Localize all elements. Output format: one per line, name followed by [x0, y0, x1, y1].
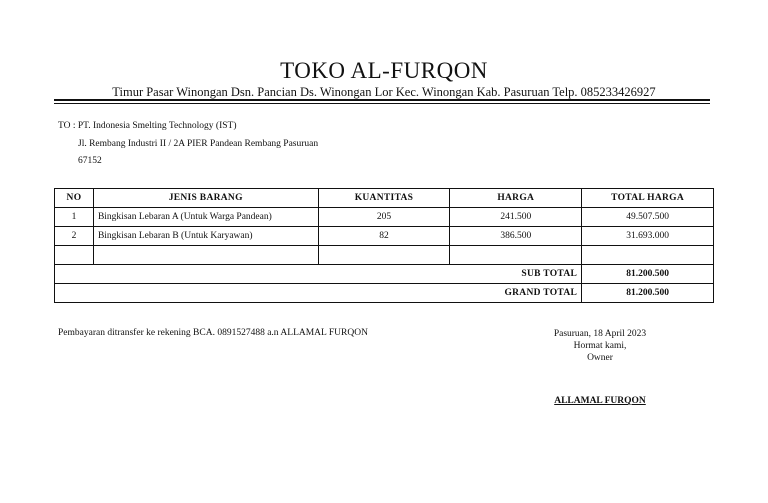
row-item: Bingkisan Lebaran B (Untuk Karyawan) [93, 227, 318, 246]
header-divider-thin [54, 103, 710, 104]
row-qty: 82 [318, 227, 450, 246]
table-row-empty [55, 246, 714, 265]
empty-cell [318, 246, 450, 265]
row-item: Bingkisan Lebaran A (Untuk Warga Pandean) [93, 208, 318, 227]
row-no: 2 [55, 227, 94, 246]
signature-place-date: Pasuruan, 18 April 2023 [553, 329, 647, 339]
header-price: HARGA [450, 189, 582, 208]
row-qty: 205 [318, 208, 450, 227]
grandtotal-row [55, 284, 714, 303]
shop-name: TOKO AL-FURQON [280, 58, 488, 83]
subtotal-value: 81.200.500 [582, 265, 714, 284]
empty-cell [93, 246, 318, 265]
empty-cell [582, 246, 714, 265]
payment-note: Pembayaran ditransfer ke rekening BCA. 0891527488 a.n ALLAMAL FURQON [58, 328, 368, 338]
signature-name: ALLAMAL FURQON [554, 396, 646, 406]
row-total: 31.693.000 [582, 227, 714, 246]
row-total: 49.507.500 [582, 208, 714, 227]
subtotal-row [55, 265, 714, 284]
row-price: 241.500 [450, 208, 582, 227]
row-price: 386.500 [450, 227, 582, 246]
header-total: TOTAL HARGA [582, 189, 714, 208]
empty-cell [55, 246, 94, 265]
subtotal-label: SUB TOTAL [55, 265, 582, 284]
recipient-company: TO : PT. Indonesia Smelting Technology (IST) [58, 121, 237, 131]
recipient-street: Jl. Rembang Industri II / 2A PIER Pandean Rembang Pasuruan [78, 139, 319, 149]
header-qty: KUANTITAS [318, 189, 450, 208]
table-row [55, 208, 714, 227]
grandtotal-value: 81.200.500 [582, 284, 714, 303]
table-row [55, 227, 714, 246]
signature-greeting: Hormat kami, [573, 341, 627, 351]
header-item: JENIS BARANG [93, 189, 318, 208]
empty-cell [450, 246, 582, 265]
invoice-table [54, 188, 714, 303]
shop-address: Timur Pasar Winongan Dsn. Pancian Ds. Winongan Lor Kec. Winongan Kab. Pasuruan Telp. 085233426927 [112, 85, 656, 99]
header-no: NO [55, 189, 94, 208]
grandtotal-label: GRAND TOTAL [55, 284, 582, 303]
recipient-postcode: 67152 [78, 156, 102, 166]
header-divider-thick [54, 99, 710, 101]
signature-block [545, 328, 655, 364]
signature-role: Owner [587, 353, 613, 363]
row-no: 1 [55, 208, 94, 227]
table-header-row [55, 189, 714, 208]
